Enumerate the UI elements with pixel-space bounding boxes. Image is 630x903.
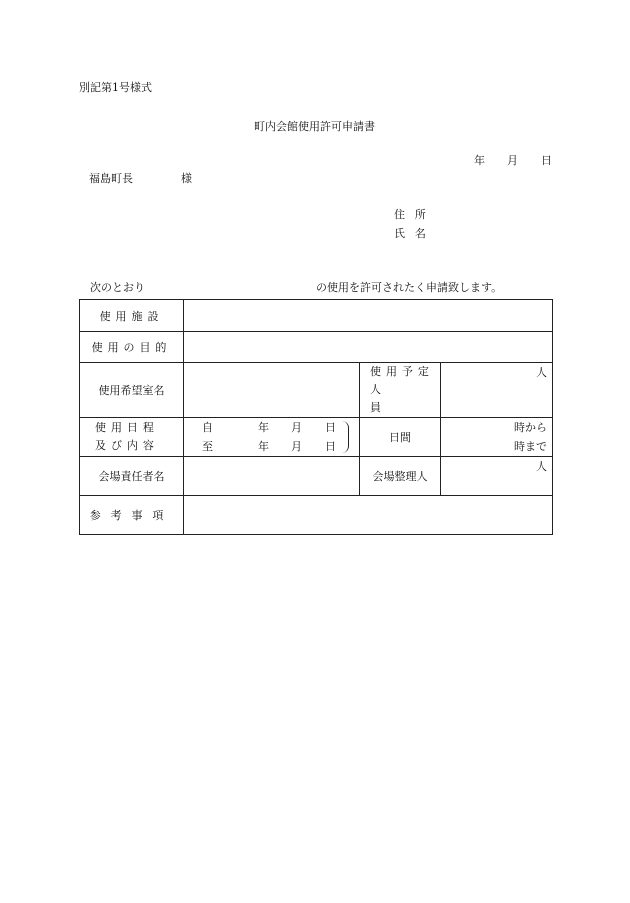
purpose-label: 使用の目的 — [80, 332, 184, 363]
schedule-label-line2: 及び内容 — [95, 439, 159, 452]
table-row-purpose — [80, 332, 553, 363]
form-title: 町内会館使用許可申請書 — [254, 120, 375, 133]
schedule-label-line1: 使用日程 — [95, 421, 159, 434]
to-year-unit: 年 — [258, 440, 269, 453]
facility-field[interactable] — [184, 300, 553, 332]
days-cell[interactable] — [360, 418, 441, 457]
from-year-unit: 年 — [258, 421, 269, 434]
remarks-field[interactable] — [184, 496, 553, 535]
intro-lead: 次のとおり — [90, 281, 145, 294]
attendant-unit: 人 — [536, 460, 548, 473]
to-day-unit: 日 — [325, 440, 336, 453]
manager-label: 会場責任者名 — [80, 457, 184, 496]
to-time-label: 時まで — [514, 440, 548, 453]
applicant-address-label: 住所 — [394, 208, 436, 221]
remarks-label: 参考事項 — [80, 496, 184, 535]
from-month-unit: 月 — [291, 421, 302, 434]
date-year-unit: 年 — [474, 154, 485, 167]
schedule-label-cell — [80, 418, 184, 457]
to-label: 至 — [202, 440, 213, 453]
date-month-unit: 月 — [507, 154, 518, 167]
expected-people-field[interactable] — [441, 363, 553, 418]
addressee-name: 福島町長 — [89, 172, 133, 185]
intro-rest: の使用を許可されたく申請致します。 — [316, 281, 503, 294]
from-time-label: 時から — [514, 421, 548, 434]
expected-people-label-cell — [360, 363, 441, 418]
schedule-date-field[interactable] — [184, 418, 360, 457]
form-number: 別記第1号様式 — [79, 81, 152, 94]
to-month-unit: 月 — [291, 440, 302, 453]
table-row-schedule — [80, 418, 553, 457]
days-label: 日間 — [389, 431, 411, 444]
table-row-room — [80, 363, 553, 418]
room-label: 使用希望室名 — [80, 363, 184, 418]
table-row-facility — [80, 300, 553, 332]
people-unit: 人 — [536, 366, 548, 379]
from-day-unit: 日 — [325, 421, 336, 434]
purpose-field[interactable] — [184, 332, 553, 363]
expected-people-label-line2: 人員 — [370, 383, 406, 414]
time-field[interactable] — [441, 418, 553, 457]
from-label: 自 — [202, 421, 213, 434]
table-row-manager — [80, 457, 553, 496]
attendant-field[interactable] — [441, 457, 553, 496]
table-row-remarks — [80, 496, 553, 535]
applicant-name-label: 氏名 — [394, 227, 436, 240]
expected-people-label-line1: 使用予定 — [370, 365, 434, 378]
date-range-brace — [342, 421, 349, 453]
manager-field[interactable] — [184, 457, 360, 496]
date-day-unit: 日 — [541, 154, 552, 167]
room-field[interactable] — [184, 363, 360, 418]
application-table — [79, 299, 553, 535]
addressee-honorific: 様 — [181, 172, 192, 185]
attendant-label: 会場整理人 — [360, 457, 441, 496]
facility-label: 使用施設 — [80, 300, 184, 332]
